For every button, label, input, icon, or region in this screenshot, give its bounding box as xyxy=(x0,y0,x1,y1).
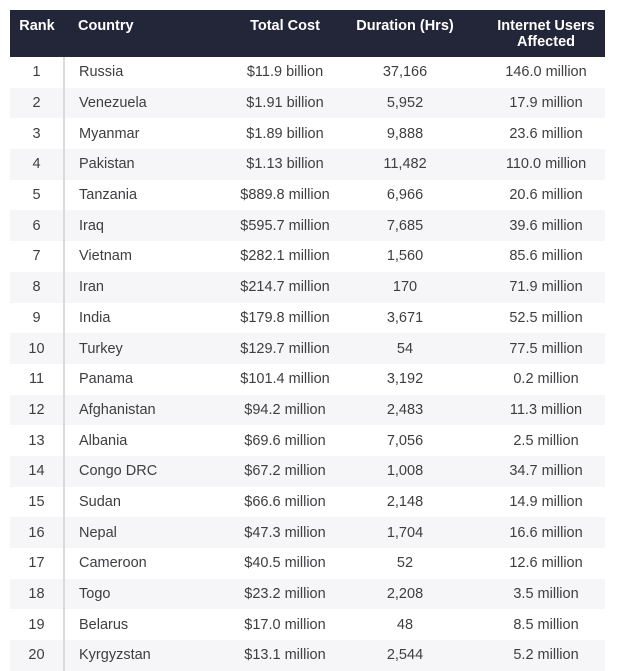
duration-cell: 2,544 xyxy=(345,640,465,671)
duration-cell: 52 xyxy=(396,555,414,572)
rank-cell: 4 xyxy=(10,149,64,180)
table-row xyxy=(10,640,605,671)
country-cell: Pakistan xyxy=(64,149,225,180)
country-cell: Myanmar xyxy=(79,125,140,142)
duration-cell: 1,560 xyxy=(386,248,424,265)
total-cost-cell: $595.7 million xyxy=(225,210,345,241)
rank-cell: 6 xyxy=(10,210,64,241)
users-affected-cell: 146.0 million xyxy=(505,64,587,81)
country-cell: Iraq xyxy=(64,210,225,241)
duration-cell: 11,482 xyxy=(345,149,465,180)
country-cell: Turkey xyxy=(64,333,225,364)
rank-cell: 2 xyxy=(10,88,64,119)
table-row xyxy=(10,88,605,119)
users-affected-cell: 3.5 million xyxy=(465,579,605,610)
rank-cell: 19 xyxy=(10,609,64,640)
rank-cell: 14 xyxy=(10,456,64,487)
rank-cell: 7 xyxy=(10,241,64,272)
duration-cell: 6,966 xyxy=(386,187,424,204)
table-row xyxy=(10,241,605,272)
users-affected-cell: 14.9 million xyxy=(509,493,583,510)
total-cost-cell: $17.0 million xyxy=(244,616,326,633)
rank-cell: 18 xyxy=(10,579,64,610)
users-affected-cell: 23.6 million xyxy=(509,125,583,142)
users-affected-cell: 85.6 million xyxy=(509,248,583,265)
users-affected-cell: 39.6 million xyxy=(465,210,605,241)
users-affected-cell: 17.9 million xyxy=(465,88,605,119)
country-cell: Cameroon xyxy=(79,555,147,572)
rank-cell: 5 xyxy=(10,180,64,211)
duration-cell: 1,008 xyxy=(345,456,465,487)
column-header-country: Country xyxy=(64,10,225,57)
rank-cell: 11 xyxy=(10,364,64,395)
table-row xyxy=(10,548,605,579)
total-cost-cell: $214.7 million xyxy=(225,272,345,303)
country-cell: Belarus xyxy=(79,616,129,633)
duration-cell: 48 xyxy=(396,616,414,633)
table-row xyxy=(10,333,605,364)
users-affected-cell: 11.3 million xyxy=(465,395,605,426)
cost-of-shutdowns-table xyxy=(10,10,606,671)
table-row xyxy=(10,210,605,241)
rank-cell: 8 xyxy=(10,272,64,303)
total-cost-cell: $1.89 billion xyxy=(246,125,324,142)
duration-cell: 170 xyxy=(345,272,465,303)
duration-cell: 2,483 xyxy=(345,395,465,426)
table-row xyxy=(10,303,605,334)
rank-cell: 15 xyxy=(10,487,64,518)
users-affected-cell: 34.7 million xyxy=(465,456,605,487)
rank-cell: 9 xyxy=(10,303,64,334)
cost-of-shutdowns-table-container xyxy=(10,10,605,671)
duration-cell: 2,148 xyxy=(386,493,424,510)
total-cost-cell: $179.8 million xyxy=(240,309,330,326)
rank-cell: 3 xyxy=(10,118,64,149)
users-affected-cell: 8.5 million xyxy=(513,616,579,633)
users-affected-cell: 5.2 million xyxy=(465,640,605,671)
table-header xyxy=(10,10,605,57)
table-row xyxy=(10,579,605,610)
country-cell: Togo xyxy=(64,579,225,610)
total-cost-cell: $129.7 million xyxy=(225,333,345,364)
table-body xyxy=(10,57,605,671)
country-cell: Iran xyxy=(64,272,225,303)
country-cell: Kyrgyzstan xyxy=(64,640,225,671)
table-row xyxy=(10,395,605,426)
duration-cell: 7,056 xyxy=(386,432,424,449)
country-cell: Afghanistan xyxy=(64,395,225,426)
table-row xyxy=(10,487,605,518)
total-cost-cell: $13.1 million xyxy=(225,640,345,671)
column-header-internet-users-affected: Internet Users Affected xyxy=(465,10,605,57)
total-cost-cell: $66.6 million xyxy=(244,493,326,510)
users-affected-cell: 52.5 million xyxy=(509,309,583,326)
rank-cell: 12 xyxy=(10,395,64,426)
users-affected-cell: 77.5 million xyxy=(465,333,605,364)
table-row xyxy=(10,364,605,395)
duration-cell: 3,192 xyxy=(386,371,424,388)
table-row xyxy=(10,609,605,640)
table-row xyxy=(10,456,605,487)
users-affected-cell: 2.5 million xyxy=(513,432,579,449)
total-cost-cell: $23.2 million xyxy=(225,579,345,610)
total-cost-cell: $1.91 billion xyxy=(225,88,345,119)
rank-cell: 16 xyxy=(10,517,64,548)
duration-cell: 37,166 xyxy=(382,64,428,81)
duration-cell: 2,208 xyxy=(345,579,465,610)
rank-cell: 20 xyxy=(10,640,64,671)
users-affected-cell: 16.6 million xyxy=(465,517,605,548)
column-header-total-cost: Total Cost xyxy=(225,10,345,57)
country-cell: Congo DRC xyxy=(64,456,225,487)
header-row xyxy=(10,10,605,57)
total-cost-cell: $282.1 million xyxy=(240,248,330,265)
rank-cell: 13 xyxy=(10,425,64,456)
total-cost-cell: $101.4 million xyxy=(240,371,330,388)
column-header-rank: Rank xyxy=(10,10,64,57)
country-cell: Sudan xyxy=(79,493,121,510)
table-row xyxy=(10,57,605,88)
country-cell: Russia xyxy=(79,64,124,81)
total-cost-cell: $69.6 million xyxy=(244,432,326,449)
country-cell: Albania xyxy=(79,432,128,449)
total-cost-cell: $47.3 million xyxy=(225,517,345,548)
total-cost-cell: $94.2 million xyxy=(225,395,345,426)
duration-cell: 54 xyxy=(345,333,465,364)
table-row xyxy=(10,425,605,456)
duration-cell: 7,685 xyxy=(345,210,465,241)
users-affected-cell: 20.6 million xyxy=(509,187,583,204)
total-cost-cell: $11.9 billion xyxy=(246,64,324,81)
country-cell: Venezuela xyxy=(64,88,225,119)
table-row xyxy=(10,149,605,180)
total-cost-cell: $1.13 billion xyxy=(225,149,345,180)
column-header-duration: Duration (Hrs) xyxy=(345,10,465,57)
table-row xyxy=(10,118,605,149)
users-affected-cell: 110.0 million xyxy=(465,149,605,180)
duration-cell: 9,888 xyxy=(386,125,424,142)
duration-cell: 1,704 xyxy=(345,517,465,548)
duration-cell: 5,952 xyxy=(345,88,465,119)
table-row xyxy=(10,517,605,548)
duration-cell: 3,671 xyxy=(386,309,424,326)
users-affected-cell: 0.2 million xyxy=(513,371,579,388)
table-row xyxy=(10,272,605,303)
country-cell: Tanzania xyxy=(79,187,138,204)
users-affected-cell: 71.9 million xyxy=(465,272,605,303)
country-cell: Vietnam xyxy=(79,248,132,265)
users-affected-cell: 12.6 million xyxy=(509,555,583,572)
country-cell: Panama xyxy=(79,371,134,388)
country-cell: Nepal xyxy=(64,517,225,548)
rank-cell: 1 xyxy=(10,57,64,88)
total-cost-cell: $40.5 million xyxy=(244,555,326,572)
country-cell: India xyxy=(79,309,111,326)
total-cost-cell: $67.2 million xyxy=(225,456,345,487)
total-cost-cell: $889.8 million xyxy=(240,187,330,204)
table-row xyxy=(10,180,605,211)
rank-cell: 17 xyxy=(10,548,64,579)
rank-cell: 10 xyxy=(10,333,64,364)
